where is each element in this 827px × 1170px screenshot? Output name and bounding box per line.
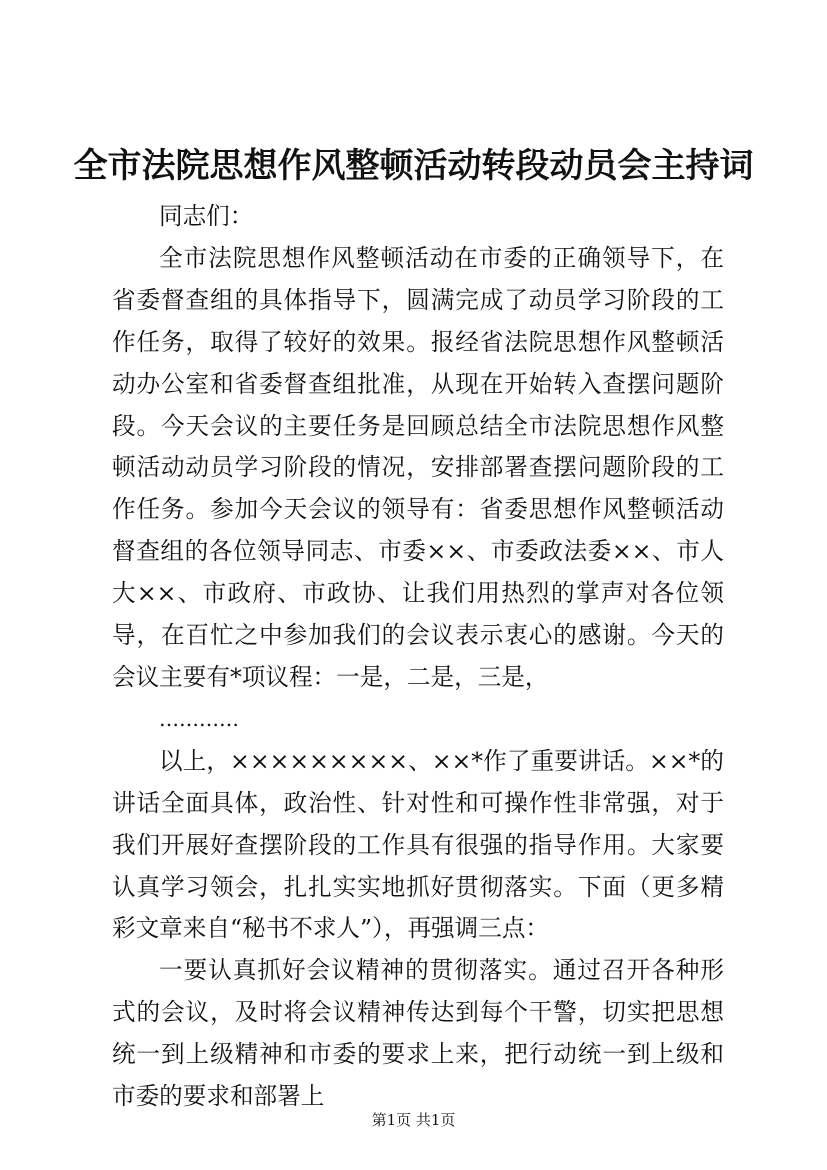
paragraph-2: 以上，×××××××××、××*作了重要讲话。××*的讲话全面具体，政治性、针对性和可操作性非常强，对于我们开展好查摆阶段的工作具有很强的指导作用。大家要认真学习领会，扎扎实实地抓好贯彻落实。下面（更多精彩文章来自“秘书不求人”），再强调三点： <box>112 746 724 943</box>
page-number-footer: 第1页 共1页 <box>371 1111 456 1129</box>
paragraph-1: 全市法院思想作风整顿活动在市委的正确领导下，在省委督查组的具体指导下，圆满完成了动员学习阶段的工作任务，取得了较好的效果。报经省法院思想作风整顿活动办公室和省委督查组批准，从现在开始转入查摆问题阶段。今天会议的主要任务是回顾总结全市法院思想作风整顿活动动员学习阶段的情况，安排部署查摆问题阶段的工作任务。参加今天会议的领导有：省委思想作风整顿活动督查组的各位领导同志、市委××、市委政法委××、市人大××、市政府、市政协、让我们用热烈的掌声对各位领导，在百忙之中参加我们的会议表示衷心的感谢。今天的会议主要有*项议程：一是，二是，三是， <box>112 243 724 691</box>
document-body <box>112 196 724 1118</box>
ellipsis-line: ………… <box>159 706 239 731</box>
salutation: 同志们： <box>159 202 254 230</box>
paragraph-3: 一要认真抓好会议精神的贯彻落实。通过召开各种形式的会议，及时将会议精神传达到每个干警，切实把思想统一到上级精神和市委的要求上来，把行动统一到上级和市委的要求和部署上 <box>112 956 724 1111</box>
document-title: 全市法院思想作风整顿活动转段动员会主持词 <box>73 146 754 186</box>
